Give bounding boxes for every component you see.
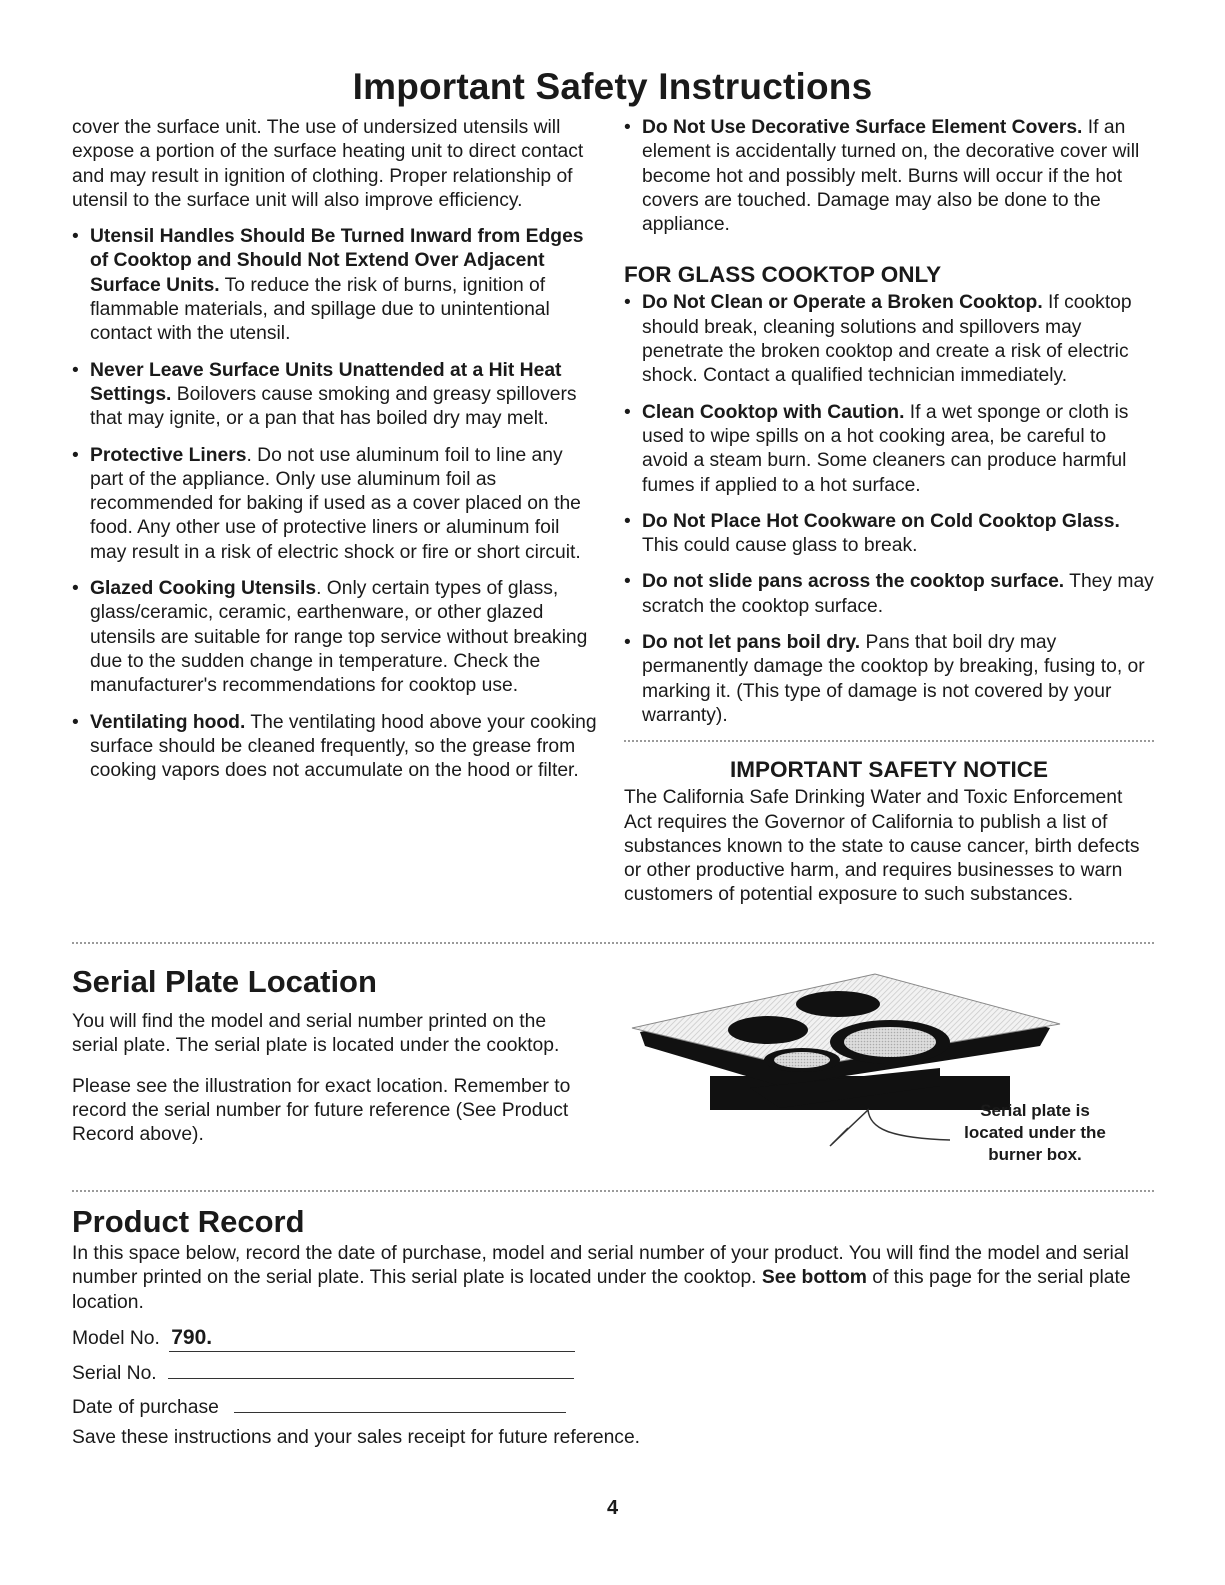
intro-paragraph: cover the surface unit. The use of undersized utensils will expose a portion of the surface heating unit to direct contact and may result in ignition of clothing. Proper relationship of utensil to the surface unit will also improve efficiency. [72, 117, 584, 211]
list-item [72, 577, 597, 698]
bullet-title: Ventilating hood. [90, 711, 246, 733]
page-title: Important Safety Instructions [352, 66, 873, 107]
bullet-title: Utensil Handles Should Be Turned Inward from Edges of Cooktop and Should Not Extend Over Adjacent Surface Units. [90, 226, 584, 296]
left-column [72, 116, 597, 783]
bullet-text: If an element is accidentally turned on, the decorative cover will become hot and possibly melt. Burns will occur if the hot covers are touched. Damage may also be done to the appliance. [642, 117, 1140, 236]
model-input-line[interactable] [169, 1326, 575, 1352]
save-note: Save these instructions and your sales receipt for future reference. [72, 1427, 641, 1448]
list-item [624, 401, 1154, 498]
bullet-title: Do Not Use Decorative Surface Element Covers. [642, 117, 1083, 138]
right-column [624, 116, 1154, 908]
bullet-text: If a wet sponge or cloth is used to wipe spills on a hot cooking area, be careful to avoid a steam burn. Some cleaners can produce harmful fumes if applied to a hot surface. [642, 401, 1129, 496]
product-record-heading: Product Record [72, 1204, 305, 1239]
list-item [72, 359, 597, 432]
product-record-intro [72, 1242, 1157, 1315]
intro-emphasis: See bottom [761, 1267, 867, 1289]
serial-label: Serial No. [72, 1363, 157, 1384]
page-number: 4 [606, 1497, 619, 1519]
serial-plate-paragraph: Please see the illustration for exact location. Remember to record the serial number for future reference (See Product Record above). [72, 1075, 571, 1146]
bullet-text: If cooktop should break, cleaning solutions and spillovers may penetrate the broken cooktop and create a risk of electric shock. Contact a qualified technician immediately. [642, 292, 1132, 387]
bullet-text: To reduce the risk of burns, ignition of flammable materials, and spillage due to unintentional contact with the utensil. [90, 274, 550, 345]
safety-notice-text: The California Safe Drinking Water and Toxic Enforcement Act requires the Governor of California to publish a list of substances known to the state to cause cancer, birth defects or other productive harm, and requires businesses to warn customers of potential exposure to such substances. [624, 787, 1140, 906]
bullet-title: Protective Liners [90, 444, 247, 466]
bullet-text: . Only certain types of glass, glass/ceramic, ceramic, earthenware, or other glazed utensils are suitable for range top service without breaking due to the sudden change in temperature. Check the manufacturer's recommendations for cooktop use. [90, 578, 588, 697]
model-label: Model No. [72, 1328, 160, 1349]
date-input-line[interactable] [234, 1392, 566, 1413]
list-item [72, 225, 597, 346]
caption-line: located under the [964, 1123, 1106, 1142]
list-item [624, 570, 1154, 619]
list-item [624, 510, 1154, 559]
date-label: Date of purchase [72, 1397, 219, 1418]
serial-plate-heading: Serial Plate Location [72, 964, 377, 999]
bullet-title: Never Leave Surface Units Unattended at a Hit Heat Settings. [90, 359, 562, 405]
safety-notice-heading: IMPORTANT SAFETY NOTICE [730, 757, 1048, 783]
intro-text: of this page for the serial plate location. [72, 1267, 1131, 1313]
intro-text: In this space below, record the date of purchase, model and serial number of your product. You will find the model and serial number printed on the serial plate. This serial plate is located under the cooktop. [72, 1243, 1129, 1289]
bullet-title: Do not slide pans across the cooktop surface. [642, 571, 1065, 593]
list-item [624, 116, 1154, 237]
date-field [72, 1392, 566, 1420]
bullet-text: Boilovers cause smoking and greasy spillovers that may ignite, or a pan that has boiled dry may melt. [90, 383, 577, 430]
caption-line: Serial plate is [980, 1101, 1090, 1120]
bullet-text: Pans that boil dry may permanently damage the cooktop by breaking, fusing to, or marking it. (This type of damage is not covered by your warranty). [642, 632, 1145, 726]
bullet-text: This could cause glass to break. [642, 535, 918, 557]
bullet-title: Glazed Cooking Utensils [90, 578, 317, 600]
serial-plate-paragraph: You will find the model and serial number printed on the serial plate. The serial plate is located under the cooktop. [72, 1011, 560, 1057]
glass-cooktop-heading: FOR GLASS COOKTOP ONLY [624, 262, 942, 288]
list-item [72, 444, 597, 565]
serial-plate-caption [940, 1100, 1130, 1166]
model-value: 790. [171, 1326, 213, 1349]
model-field [72, 1326, 575, 1352]
bullet-title: Clean Cooktop with Caution. [642, 401, 905, 423]
divider [624, 740, 1154, 742]
bullet-title: Do not let pans boil dry. [642, 632, 861, 654]
bullet-text: The ventilating hood above your cooking surface should be cleaned frequently, so the grease from cooking vapors does not accumulate on the hood or filter. [90, 711, 597, 782]
list-item [624, 291, 1154, 388]
serial-field [72, 1358, 574, 1386]
bullet-title: Do Not Clean or Operate a Broken Cooktop. [642, 292, 1043, 314]
list-item [72, 711, 597, 784]
list-item [624, 631, 1154, 728]
divider [72, 1190, 1154, 1192]
serial-plate-text [72, 1010, 597, 1147]
serial-input-line[interactable] [168, 1358, 574, 1379]
bullet-title: Do Not Place Hot Cookware on Cold Cooktop Glass. [642, 510, 1120, 532]
caption-line: burner box. [988, 1145, 1082, 1164]
divider [72, 942, 1154, 944]
bullet-text: They may scratch the cooktop surface. [642, 571, 1154, 617]
bullet-text: . Do not use aluminum foil to line any part of the appliance. Only use aluminum foil as recommended for baking if used as a cover placed on the food. Any other use of protective liners or aluminum foil may result in a risk of electric shock or fire or short circuit. [90, 444, 581, 563]
